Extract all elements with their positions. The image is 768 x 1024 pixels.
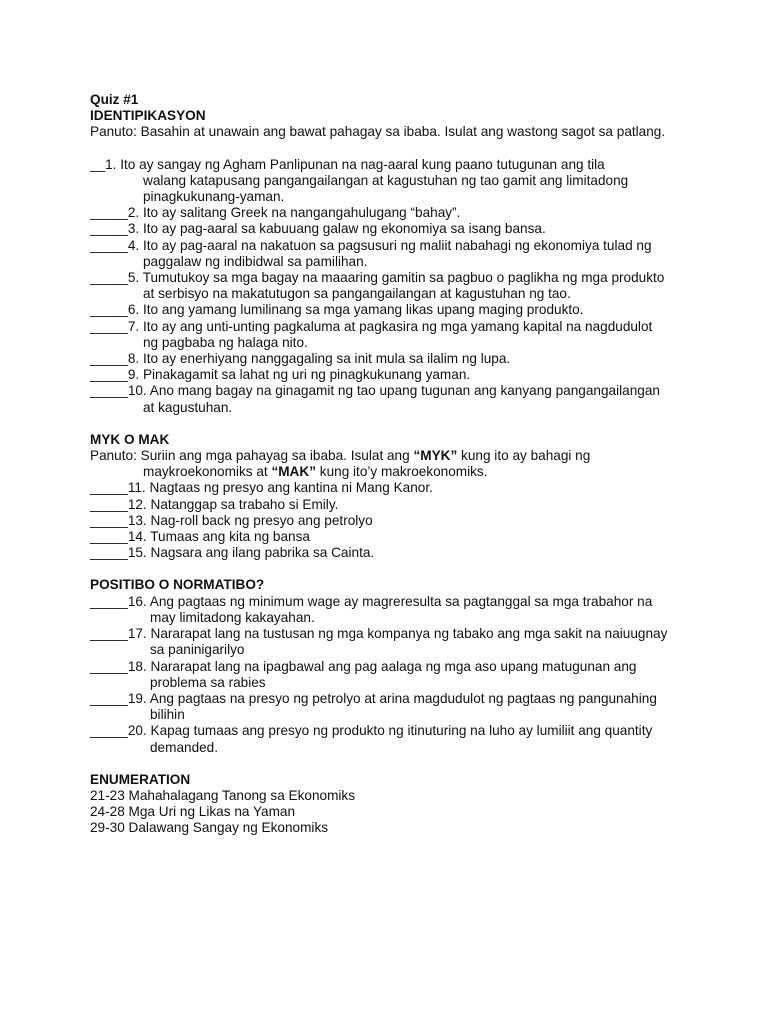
question-text: Nagtaas ng presyo ang kantina ni Mang Kanor. [149,480,433,496]
question-line [90,302,730,318]
question-item [90,351,730,367]
question-continuation: demanded. [150,739,219,755]
question-continuation: ng pagbaba ng halaga nito. [143,334,308,350]
question-number: 15. [127,545,147,561]
section-instruction-myk-o-mak-cont [90,464,730,480]
positibo-o-normatibo-items [90,594,730,756]
question-line [90,383,730,399]
answer-blank[interactable]: __ [90,156,106,172]
question-line [90,480,730,496]
question-item [90,238,730,270]
enumeration-items [90,788,730,837]
question-continuation: walang katapusang pangangailangan at kagustuhan ng tao gamit ang limitadong [143,172,629,188]
question-continuation: pinagkukunang-yaman. [143,189,285,205]
question-continuation: bilihin [150,707,185,723]
enumeration-item: 29-30 Dalawang Sangay ng Ekonomiks [90,820,329,836]
question-number: 8. [127,351,140,367]
question-number: 10. [127,383,147,399]
question-number: 5. [127,270,140,286]
question-text: Ito ay ang unti-unting pagkaluma at pagkasira ng mga yamang kapital na nagdudulot [142,318,653,334]
section-heading-myk-o-mak: MYK O MAK [90,431,170,447]
identipikasyon-items [90,157,730,416]
question-item [90,497,730,513]
question-line [90,723,730,739]
question-text: Ito ay sangay ng Agham Panlipunan na nag-aaral kung paano tutugunan ang tila [120,156,605,172]
question-continuation: sa paninigarilyo [150,642,245,658]
question-number: 9. [127,367,140,383]
answer-blank[interactable]: _____ [90,383,128,399]
question-item [90,205,730,221]
mak-label: “MAK” [271,464,316,480]
answer-blank[interactable]: _____ [90,545,128,561]
instruction-text: maykroekonomiks at [143,464,272,480]
question-number: 7. [127,318,140,334]
question-text: Tumaas ang kita ng bansa [150,529,310,545]
question-item [90,319,730,351]
question-text: Nagsara ang ilang pabrika sa Cainta. [150,545,375,561]
question-item [90,691,730,723]
question-number: 11. [127,480,146,496]
question-line [90,659,730,675]
question-line [90,270,730,286]
section-instruction-myk-o-mak [90,448,730,464]
question-text: Kapag tumaas ang presyo ng produkto ng itinuturing na luho ay lumiliit ang quantity [150,723,653,739]
question-line [90,545,730,561]
answer-blank[interactable]: _____ [90,512,128,528]
question-line [90,497,730,513]
enumeration-item: 24-28 Mga Uri ng Likas na Yaman [90,804,296,820]
question-item [90,545,730,561]
question-item [90,594,730,626]
enumeration-item: 21-23 Mahahalagang Tanong sa Ekonomiks [90,787,356,803]
answer-blank[interactable]: _____ [90,302,128,318]
question-number: 3. [127,221,140,237]
question-number: 1. [105,156,117,172]
answer-blank[interactable]: _____ [90,270,128,286]
question-line [90,319,730,335]
quiz-title: Quiz #1 [90,92,139,107]
answer-blank[interactable]: _____ [90,723,128,739]
question-item [90,480,730,496]
question-number: 6. [127,302,140,318]
question-text: Natanggap sa trabaho si Emily. [150,496,339,512]
question-number: 18. [127,658,147,674]
question-line [90,238,730,254]
question-number: 13. [127,512,147,528]
answer-blank[interactable]: _____ [90,690,128,706]
question-item [90,626,730,658]
question-line [90,205,730,221]
question-text: Ano mang bagay na ginagamit ng tao upang tugunan ang kanyang pangangailangan [149,383,660,399]
section-heading-identipikasyon: IDENTIPIKASYON [90,108,206,124]
answer-blank[interactable]: _____ [90,658,128,674]
question-number: 2. [127,205,140,221]
question-text: Ito ay salitang Greek na nangangahulugang “bahay”. [142,205,461,221]
question-text: Ang pagtaas na presyo ng petrolyo at arina magdudulot ng pagtaas ng pangunahing [149,690,657,706]
section-heading-positibo-o-normatibo: POSITIBO O NORMATIBO? [90,577,265,593]
question-item [90,723,730,755]
question-item [90,221,730,237]
answer-blank[interactable]: _____ [90,367,128,383]
section-instruction-identipikasyon: Panuto: Basahin at unawain ang bawat pahagay sa ibaba. Isulat ang wastong sagot sa patlang. [90,124,666,140]
question-text: Ang pagtaas ng minimum wage ay magreresulta sa pagtanggal sa mga trabahor na [149,593,653,609]
answer-blank[interactable]: _____ [90,237,128,253]
quiz-document [90,92,730,837]
question-number: 17. [127,626,147,642]
question-number: 4. [127,237,140,253]
question-number: 12. [127,496,147,512]
instruction-text: kung ito’y makroekonomiks. [316,464,488,480]
question-text: Ito ay pag-aaral sa kabuuang galaw ng ekonomiya sa isang bansa. [142,221,546,237]
question-line [90,221,730,237]
question-line [90,594,730,610]
question-item [90,270,730,302]
question-item [90,367,730,383]
question-number: 16. [127,593,147,609]
question-text: Tumutukoy sa mga bagay na maaaring gamitin sa pagbuo o paglikha ng mga produkto [142,270,665,286]
question-line [90,529,730,545]
question-line [90,157,730,173]
question-line [90,367,730,383]
question-continuation: may limitadong kakayahan. [150,609,315,625]
question-line [90,626,730,642]
question-item [90,529,730,545]
question-item [90,513,730,529]
question-text: Nararapat lang na ipagbawal ang pag aalaga ng mga aso upang matugunan ang [150,658,637,674]
question-text: Nag-roll back ng presyo ang petrolyo [150,512,373,528]
question-number: 14. [127,529,147,545]
question-text: Ito ang yamang lumilinang sa mga yamang likas upang maging produkto. [142,302,584,318]
question-line [90,351,730,367]
answer-blank[interactable]: _____ [90,205,128,221]
instruction-text: Panuto: Suriin ang mga pahayag sa ibaba. Isulat ang [90,448,414,464]
question-line [90,691,730,707]
question-text: Ito ay enerhiyang nanggagaling sa init mula sa ilalim ng lupa. [142,351,511,367]
question-item [90,383,730,415]
question-number: 20. [127,723,147,739]
instruction-text: kung ito ay bahagi ng [457,448,591,464]
question-line [90,513,730,529]
answer-blank[interactable]: _____ [90,480,128,496]
section-heading-enumeration: ENUMERATION [90,771,191,787]
answer-blank[interactable]: _____ [90,626,128,642]
question-continuation: problema sa rabies [150,674,266,690]
answer-blank[interactable]: _____ [90,221,128,237]
answer-blank[interactable]: _____ [90,593,128,609]
question-text: Ito ay pag-aaral na nakatuon sa pagsusuri ng maliit nabahagi ng ekonomiya tulad ng [142,237,652,253]
answer-blank[interactable]: _____ [90,351,128,367]
question-number: 19. [127,690,147,706]
question-item [90,302,730,318]
question-continuation: at serbisyo na makatutugon sa pangangailangan at kagustuhan ng tao. [143,286,571,302]
myk-label: “MYK” [413,448,458,464]
question-text: Nararapat lang na tustusan ng mga kompanya ng tabako ang mga sakit na naiuugnay [150,626,668,642]
question-text: Pinakagamit sa lahat ng uri ng pinagkukunang yaman. [142,367,471,383]
answer-blank[interactable]: _____ [90,496,128,512]
answer-blank[interactable]: _____ [90,529,128,545]
answer-blank[interactable]: _____ [90,318,128,334]
question-item [90,659,730,691]
question-item [90,157,730,206]
question-continuation: at kagustuhan. [143,399,233,415]
question-continuation: paggalaw ng indibidwal sa pamilihan. [143,253,368,269]
myk-o-mak-items [90,480,730,561]
